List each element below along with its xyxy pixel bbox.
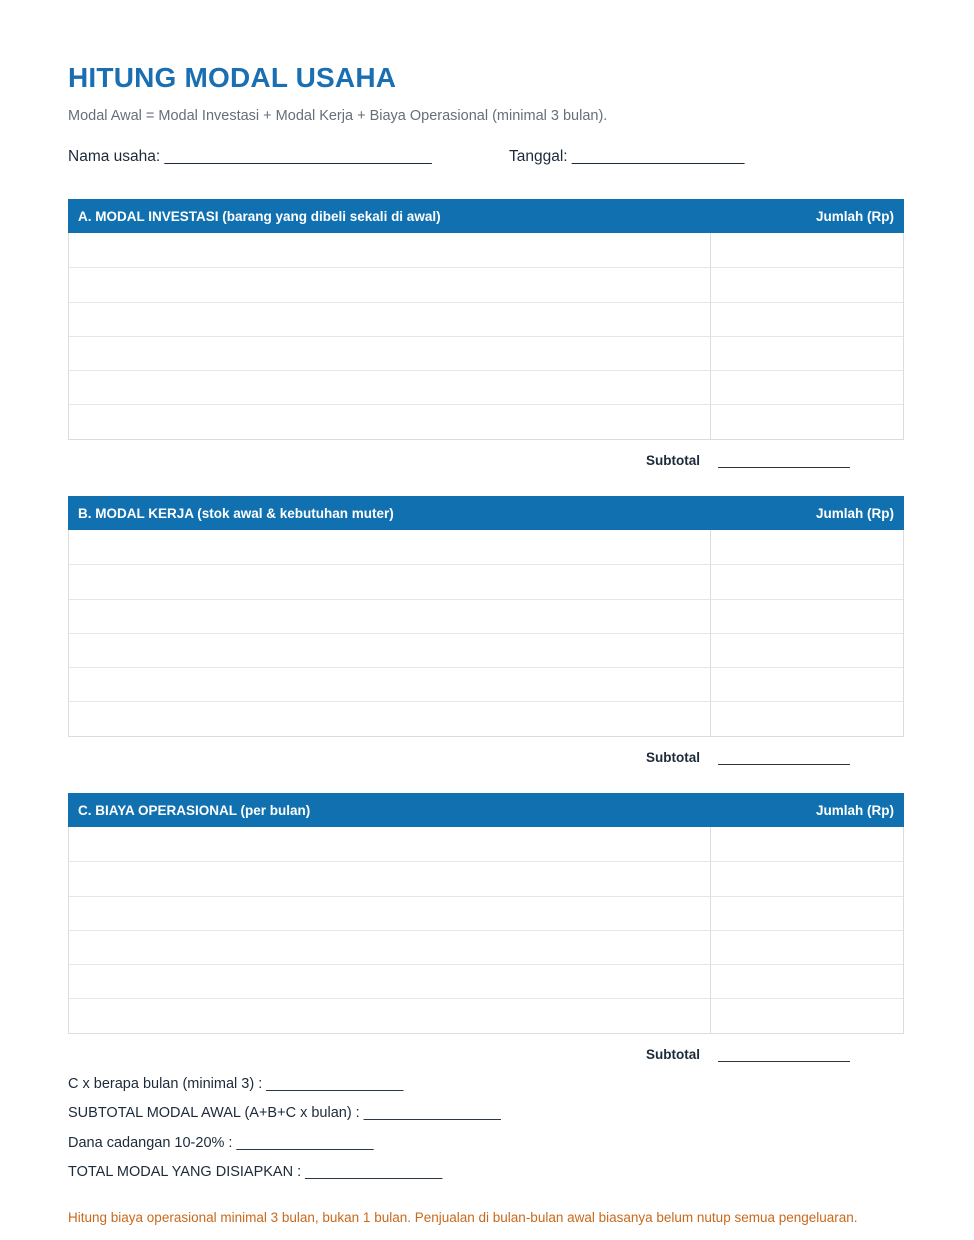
- entry-table: [68, 233, 904, 440]
- amount-cell[interactable]: [711, 600, 903, 633]
- entry-table: [68, 530, 904, 737]
- table-row: [69, 302, 903, 336]
- section-heading: C. BIAYA OPERASIONAL (per bulan): [78, 802, 311, 818]
- subtotal-row: [68, 440, 904, 480]
- date-field[interactable]: Tanggal: ____________________: [509, 148, 745, 165]
- subtotal-label: Subtotal: [646, 1046, 700, 1062]
- amount-cell[interactable]: [711, 931, 903, 964]
- section-modal-investasi: [68, 199, 904, 480]
- section-biaya-operasional: [68, 793, 904, 1074]
- months-multiplier-field[interactable]: C x berapa bulan (minimal 3) : _________________: [68, 1076, 404, 1092]
- amount-cell[interactable]: [711, 530, 903, 564]
- amount-cell[interactable]: [711, 371, 903, 404]
- subtotal-blank[interactable]: [718, 749, 850, 765]
- amount-cell[interactable]: [711, 233, 903, 267]
- subtotal-label: Subtotal: [646, 452, 700, 468]
- entry-table: [68, 827, 904, 1034]
- amount-cell[interactable]: [711, 337, 903, 370]
- section-modal-kerja: [68, 496, 904, 777]
- item-cell[interactable]: [69, 530, 711, 564]
- table-row: [69, 267, 903, 301]
- amount-cell[interactable]: [711, 303, 903, 336]
- table-row: [69, 964, 903, 998]
- amount-cell[interactable]: [711, 965, 903, 998]
- section-heading: A. MODAL INVESTASI (barang yang dibeli sekali di awal): [78, 208, 441, 224]
- table-row: [69, 336, 903, 370]
- table-row: [69, 599, 903, 633]
- amount-cell[interactable]: [711, 702, 903, 735]
- section-header: [68, 199, 904, 233]
- table-row: [69, 667, 903, 701]
- subtotal-label: Subtotal: [646, 749, 700, 765]
- amount-column-header: Jumlah (Rp): [815, 208, 894, 224]
- table-row: [69, 861, 903, 895]
- amount-cell[interactable]: [711, 405, 903, 438]
- formula-subtitle: Modal Awal = Modal Investasi + Modal Kerja + Biaya Operasional (minimal 3 bulan).: [68, 108, 608, 124]
- table-row: [69, 896, 903, 930]
- item-cell[interactable]: [69, 965, 711, 998]
- item-cell[interactable]: [69, 303, 711, 336]
- reserve-fund-field[interactable]: Dana cadangan 10-20% : _________________: [68, 1135, 374, 1151]
- item-cell[interactable]: [69, 862, 711, 895]
- section-header: [68, 496, 904, 530]
- table-row: [69, 998, 903, 1032]
- item-cell[interactable]: [69, 668, 711, 701]
- item-cell[interactable]: [69, 268, 711, 301]
- business-name-field[interactable]: Nama usaha: _______________________________: [68, 148, 432, 165]
- item-cell[interactable]: [69, 405, 711, 438]
- table-row: [69, 404, 903, 438]
- amount-cell[interactable]: [711, 827, 903, 861]
- table-row: [69, 930, 903, 964]
- table-row: [69, 564, 903, 598]
- section-heading: B. MODAL KERJA (stok awal & kebutuhan muter): [78, 505, 394, 521]
- table-row: [69, 530, 903, 564]
- item-cell[interactable]: [69, 931, 711, 964]
- amount-cell[interactable]: [711, 268, 903, 301]
- item-cell[interactable]: [69, 999, 711, 1032]
- amount-cell[interactable]: [711, 634, 903, 667]
- table-row: [69, 827, 903, 861]
- item-cell[interactable]: [69, 565, 711, 598]
- item-cell[interactable]: [69, 600, 711, 633]
- item-cell[interactable]: [69, 827, 711, 861]
- amount-cell[interactable]: [711, 565, 903, 598]
- section-header: [68, 793, 904, 827]
- table-row: [69, 701, 903, 735]
- subtotal-row: [68, 737, 904, 777]
- subtotal-row: [68, 1034, 904, 1074]
- total-capital-field[interactable]: TOTAL MODAL YANG DISIAPKAN : _________________: [68, 1164, 443, 1180]
- item-cell[interactable]: [69, 233, 711, 267]
- item-cell[interactable]: [69, 634, 711, 667]
- table-row: [69, 370, 903, 404]
- table-row: [69, 233, 903, 267]
- subtotal-modal-awal-field[interactable]: SUBTOTAL MODAL AWAL (A+B+C x bulan) : _________________: [68, 1105, 501, 1121]
- page-title: HITUNG MODAL USAHA: [68, 62, 397, 93]
- amount-cell[interactable]: [711, 999, 903, 1032]
- item-cell[interactable]: [69, 702, 711, 735]
- amount-column-header: Jumlah (Rp): [815, 505, 894, 521]
- amount-cell[interactable]: [711, 862, 903, 895]
- table-row: [69, 633, 903, 667]
- amount-column-header: Jumlah (Rp): [815, 802, 894, 818]
- amount-cell[interactable]: [711, 897, 903, 930]
- subtotal-blank[interactable]: [718, 1046, 850, 1062]
- tip-note: Hitung biaya operasional minimal 3 bulan, bukan 1 bulan. Penjualan di bulan-bulan awal biasanya belum nutup semua pengeluaran.: [68, 1210, 858, 1225]
- amount-cell[interactable]: [711, 668, 903, 701]
- item-cell[interactable]: [69, 337, 711, 370]
- item-cell[interactable]: [69, 897, 711, 930]
- item-cell[interactable]: [69, 371, 711, 404]
- subtotal-blank[interactable]: [718, 452, 850, 468]
